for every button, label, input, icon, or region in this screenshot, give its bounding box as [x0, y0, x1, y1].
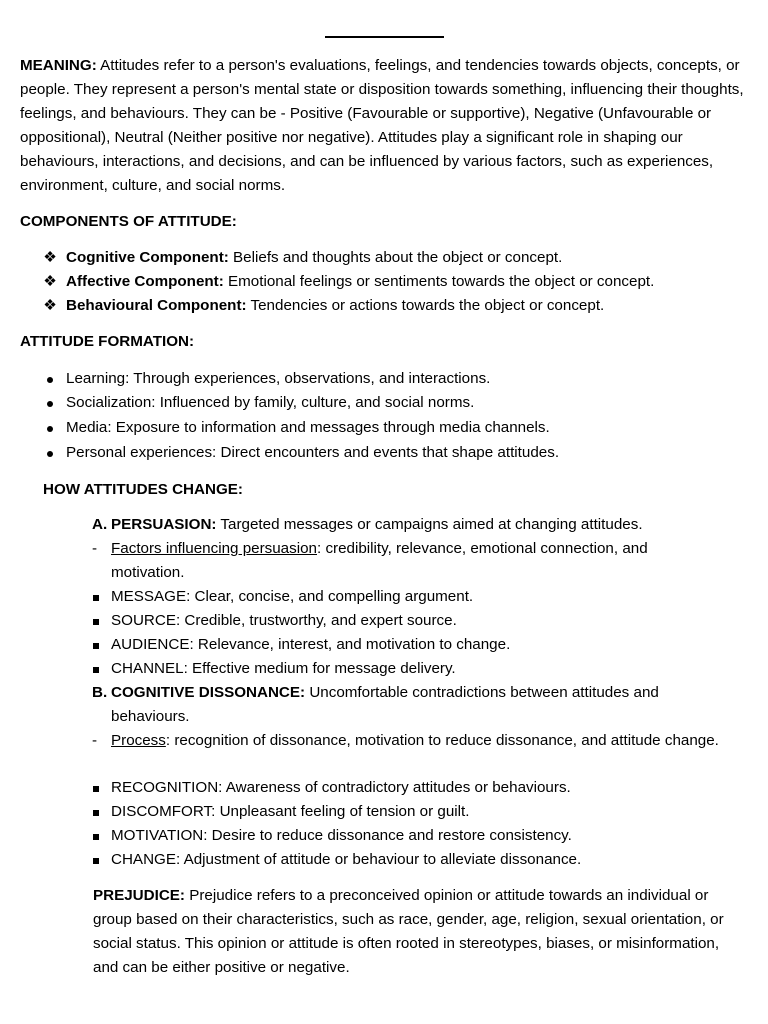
- process-text: : recognition of dissonance, motivation to reduce dissonance, and attitude change.: [165, 732, 719, 749]
- factors-text: : credibility, relevance, emotional connection, and motivation.: [111, 540, 648, 581]
- process-label: Process: [111, 732, 166, 749]
- formation-item-text: Socialization: Influenced by family, culture, and social norms.: [66, 394, 475, 411]
- component-text: Tendencies or actions towards the object or concept.: [246, 297, 605, 314]
- bullet-icon: [40, 391, 60, 415]
- factors-label: Factors influencing persuasion: [111, 540, 317, 557]
- prejudice-text: Prejudice refers to a preconceived opinion or attitude towards an individual or group based on their characteristics, such as race, gender, age, religion, sexual orientation, or social status. This opinion or attitude is often rooted in stereotypes, biases, or misinformation, and can be either positive or negative.: [93, 887, 724, 976]
- square-bullet-icon: [93, 800, 99, 824]
- dissonance-text: Uncomfortable contradictions between attitudes and behaviours.: [111, 684, 659, 725]
- component-text: Beliefs and thoughts about the object or concept.: [228, 249, 563, 266]
- bullet-icon: [40, 367, 60, 391]
- meaning-text: Attitudes refer to a person's evaluations, feelings, and tendencies towards objects, concepts, or people. They represent a person's mental state or disposition towards something, influencing their thoughts, feelings, and behaviours. They can be - Positive (Favourable or supportive), Negative (Unfavourable or oppositional), Neutral (Neither positive nor negative). Attitudes play a significant role in shaping our behaviours, interactions, and decisions, and can be influenced by various factors, such as experiences, environment, culture, and social norms.: [20, 57, 744, 194]
- diamond-bullet-icon: ❖: [43, 249, 57, 266]
- formation-item-text: Media: Exposure to information and messages through media channels.: [66, 419, 550, 436]
- persuasion-item-text: CHANNEL: Effective medium for message delivery.: [111, 660, 456, 677]
- component-text: Emotional feelings or sentiments towards the object or concept.: [223, 273, 655, 290]
- component-label: Cognitive Component:: [66, 249, 229, 266]
- components-heading: COMPONENTS OF ATTITUDE:: [20, 213, 237, 230]
- formation-item-text: Learning: Through experiences, observations, and interactions.: [66, 370, 491, 387]
- formation-heading: ATTITUDE FORMATION:: [20, 333, 195, 350]
- title-rule: [325, 36, 444, 38]
- dash-bullet: -: [92, 732, 98, 749]
- square-bullet-icon: [93, 657, 99, 681]
- square-bullet-icon: [93, 585, 99, 609]
- dissonance-label: COGNITIVE DISSONANCE:: [111, 684, 306, 701]
- persuasion-item-text: MESSAGE: Clear, concise, and compelling argument.: [111, 588, 474, 605]
- persuasion-text: Targeted messages or campaigns aimed at changing attitudes.: [216, 516, 643, 533]
- square-bullet-icon: [93, 609, 99, 633]
- square-bullet-icon: [93, 776, 99, 800]
- square-bullet-icon: [93, 824, 99, 848]
- dissonance-item-text: CHANGE: Adjustment of attitude or behaviour to alleviate dissonance.: [111, 851, 582, 868]
- component-label: Behavioural Component:: [66, 297, 247, 314]
- square-bullet-icon: [93, 633, 99, 657]
- section-marker: B.: [92, 684, 108, 701]
- bullet-icon: [40, 416, 60, 440]
- meaning-paragraph: [20, 54, 745, 198]
- persuasion-label: PERSUASION:: [111, 516, 217, 533]
- square-bullet-icon: [93, 848, 99, 872]
- diamond-bullet-icon: ❖: [43, 297, 57, 314]
- dissonance-item-text: DISCOMFORT: Unpleasant feeling of tension or guilt.: [111, 803, 470, 820]
- prejudice-label: PREJUDICE:: [93, 887, 185, 904]
- meaning-label: MEANING:: [20, 57, 97, 74]
- section-marker: A.: [92, 516, 108, 533]
- diamond-bullet-icon: ❖: [43, 273, 57, 290]
- persuasion-item-text: AUDIENCE: Relevance, interest, and motivation to change.: [111, 636, 511, 653]
- change-heading: HOW ATTITUDES CHANGE:: [43, 481, 243, 498]
- prejudice-paragraph: [93, 884, 743, 980]
- dissonance-item-text: MOTIVATION: Desire to reduce dissonance and restore consistency.: [111, 827, 572, 844]
- formation-item-text: Personal experiences: Direct encounters and events that shape attitudes.: [66, 444, 560, 461]
- persuasion-item-text: SOURCE: Credible, trustworthy, and expert source.: [111, 612, 457, 629]
- dissonance-item-text: RECOGNITION: Awareness of contradictory attitudes or behaviours.: [111, 779, 571, 796]
- dash-bullet: -: [92, 540, 98, 557]
- bullet-icon: [40, 441, 60, 465]
- component-label: Affective Component:: [66, 273, 224, 290]
